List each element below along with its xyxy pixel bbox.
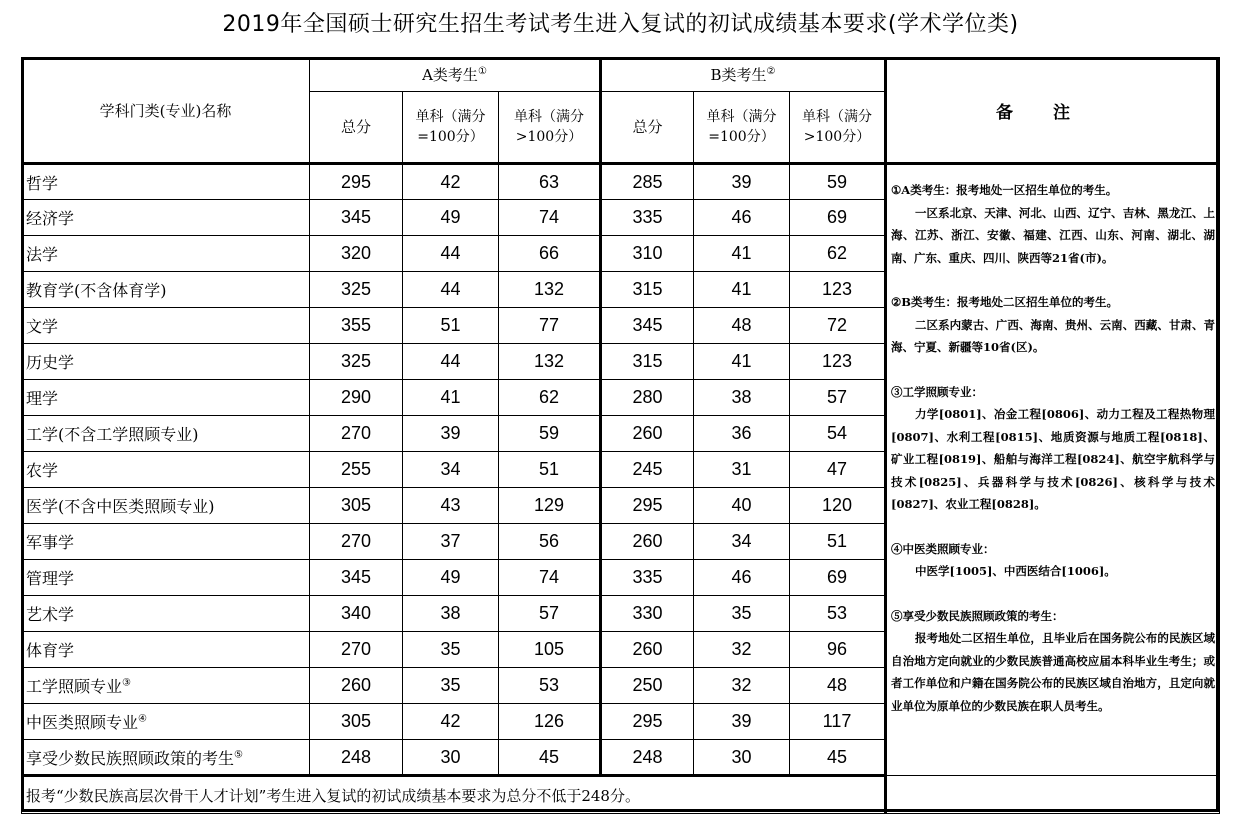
score-cell-b-total: 315 — [601, 344, 694, 380]
subject-name: 管理学 — [26, 569, 75, 588]
subject-name: 医学(不含中医类照顾专业) — [26, 497, 215, 516]
remarks-header: 备注 — [886, 58, 1220, 164]
subject-name: 享受少数民族照顾政策的考生 — [26, 748, 235, 768]
score-cell-b-total: 345 — [601, 308, 694, 344]
score-cell-a-s1: 44 — [403, 344, 499, 380]
score-cell-b-s1: 41 — [694, 236, 790, 272]
a-total-header: 总分 — [310, 92, 403, 164]
score-cell-b-total: 260 — [601, 416, 694, 452]
score-cell-a-s1: 35 — [403, 632, 499, 668]
score-cell-a-s2: 63 — [499, 164, 601, 200]
score-cell-a-total: 295 — [310, 164, 403, 200]
score-cell-a-s1: 37 — [403, 524, 499, 560]
score-cell-b-total: 335 — [601, 200, 694, 236]
score-cell-b-s2: 59 — [790, 164, 886, 200]
score-cell-b-total: 335 — [601, 560, 694, 596]
score-cell-a-s1: 39 — [403, 416, 499, 452]
score-cell-a-total: 248 — [310, 740, 403, 776]
score-cell-a-s1: 49 — [403, 200, 499, 236]
score-cell-a-s2: 56 — [499, 524, 601, 560]
score-cell-a-total: 270 — [310, 524, 403, 560]
score-cell-b-s1: 34 — [694, 524, 790, 560]
score-cell-a-s2: 77 — [499, 308, 601, 344]
score-cell-b-s1: 41 — [694, 272, 790, 308]
score-cell-a-s1: 43 — [403, 488, 499, 524]
score-cell-a-total: 355 — [310, 308, 403, 344]
score-cell-a-total: 305 — [310, 488, 403, 524]
group-b-footnote-mark: ② — [766, 66, 776, 77]
a-single-100-line1: 单科（满分 — [415, 109, 486, 125]
remark-body: 一区系北京、天津、河北、山西、辽宁、吉林、黑龙江、上海、江苏、浙江、安徽、福建、江西、山东、河南、湖北、湖南、广东、重庆、四川、陕西等21省(市)。 — [891, 205, 1215, 265]
score-cell-a-total: 320 — [310, 236, 403, 272]
score-cell-a-s2: 129 — [499, 488, 601, 524]
score-cell-a-total: 305 — [310, 704, 403, 740]
score-cell-a-s1: 44 — [403, 236, 499, 272]
subject-name: 中医类照顾专业 — [26, 713, 139, 732]
score-cell-b-total: 260 — [601, 632, 694, 668]
subject-footnote-mark: ④ — [138, 713, 147, 725]
subject-name: 艺术学 — [26, 605, 75, 624]
score-cell-b-s2: 57 — [790, 380, 886, 416]
table-frame — [21, 57, 1219, 812]
remark-body: 力学[0801]、冶金工程[0806]、动力工程及工程热物理[0807]、水利工程[0815]、地质资源与地质工程[0818]、矿业工程[0819]、船舶与海洋工程[0824]、航空宇航科学与技术[0825]、兵器科学与技术[0826]、核科学与技术[0827]、农业工程[0828]。 — [891, 407, 1215, 511]
subject-name: 理学 — [26, 389, 59, 408]
subject-name: 工学(不含工学照顾专业) — [26, 425, 199, 444]
remark-heading: ④中医类照顾专业： — [891, 541, 995, 556]
score-cell-a-s1: 34 — [403, 452, 499, 488]
score-cell-b-s1: 40 — [694, 488, 790, 524]
score-cell-a-s1: 44 — [403, 272, 499, 308]
score-cell-a-s2: 74 — [499, 560, 601, 596]
score-cell-a-s2: 62 — [499, 380, 601, 416]
score-cell-a-total: 255 — [310, 452, 403, 488]
remark-body: 报考地处二区招生单位，且毕业后在国务院公布的民族区域自治地方定向就业的少数民族普通高校应届本科毕业生考生；或者工作单位和户籍在国务院公布的民族区域自治地方，且定向就业单位为原单位的少数民族在职人员考生。 — [891, 631, 1215, 713]
score-cell-b-s2: 117 — [790, 704, 886, 740]
remark-body: 中医学[1005]、中西医结合[1006]。 — [915, 564, 1116, 578]
score-cell-a-s1: 35 — [403, 668, 499, 704]
score-cell-b-s1: 32 — [694, 632, 790, 668]
score-cell-a-s2: 53 — [499, 668, 601, 704]
score-cell-b-total: 250 — [601, 668, 694, 704]
score-cell-b-s2: 69 — [790, 200, 886, 236]
score-cell-a-total: 325 — [310, 344, 403, 380]
score-cell-a-total: 260 — [310, 668, 403, 704]
score-cell-a-s1: 42 — [403, 704, 499, 740]
score-cell-b-s2: 72 — [790, 308, 886, 344]
b-single-over100-line1: 单科（满分 — [802, 109, 872, 125]
subject-name: 工学照顾专业 — [26, 677, 123, 696]
score-cell-a-total: 290 — [310, 380, 403, 416]
score-cell-b-total: 295 — [601, 488, 694, 524]
score-cell-b-s2: 123 — [790, 272, 886, 308]
score-cell-b-s1: 46 — [694, 560, 790, 596]
score-cell-b-s2: 45 — [790, 740, 886, 776]
score-cell-b-total: 295 — [601, 704, 694, 740]
score-cell-a-total: 345 — [310, 560, 403, 596]
score-cell-b-s1: 41 — [694, 344, 790, 380]
b-single-over100-line2: >100分） — [803, 129, 871, 145]
score-cell-a-s1: 38 — [403, 596, 499, 632]
page-title: 2019年全国硕士研究生招生考试考生进入复试的初试成绩基本要求(学术学位类) — [222, 12, 1019, 37]
score-cell-a-s2: 57 — [499, 596, 601, 632]
group-b-label: B类考生 — [710, 66, 767, 84]
remark-body: 二区系内蒙古、广西、海南、贵州、云南、西藏、甘肃、青海、宁夏、新疆等10省(区)。 — [891, 317, 1215, 354]
score-cell-a-total: 270 — [310, 416, 403, 452]
score-cell-b-total: 330 — [601, 596, 694, 632]
score-cell-b-s1: 30 — [694, 740, 790, 776]
score-cell-b-s2: 51 — [790, 524, 886, 560]
score-cell-b-total: 315 — [601, 272, 694, 308]
remark-heading: ⑤享受少数民族照顾政策的考生： — [891, 608, 1064, 623]
score-cell-a-s2: 126 — [499, 704, 601, 740]
subject-name: 体育学 — [26, 641, 75, 660]
score-cell-a-s2: 105 — [499, 632, 601, 668]
score-cell-a-s2: 132 — [499, 344, 601, 380]
score-cell-b-s1: 35 — [694, 596, 790, 632]
group-a-label: A类考生 — [422, 66, 478, 84]
score-cell-a-s2: 66 — [499, 236, 601, 272]
score-cell-a-s2: 45 — [499, 740, 601, 776]
subject-name: 文学 — [26, 317, 59, 336]
score-cell-a-total: 325 — [310, 272, 403, 308]
score-cell-b-s1: 46 — [694, 200, 790, 236]
score-cell-b-s2: 123 — [790, 344, 886, 380]
score-cell-b-total: 245 — [601, 452, 694, 488]
score-cell-b-s2: 69 — [790, 560, 886, 596]
score-cell-b-s2: 47 — [790, 452, 886, 488]
score-cell-b-s1: 48 — [694, 308, 790, 344]
subject-name: 农学 — [26, 461, 59, 480]
score-cell-a-s1: 41 — [403, 380, 499, 416]
score-cell-b-total: 260 — [601, 524, 694, 560]
score-cell-a-total: 340 — [310, 596, 403, 632]
remark-heading: ③工学照顾专业： — [891, 384, 983, 399]
score-cell-a-s2: 59 — [499, 416, 601, 452]
footnote-text: 报考“少数民族高层次骨干人才计划”考生进入复试的初试成绩基本要求为总分不低于248分。 — [22, 776, 886, 814]
score-cell-b-s1: 39 — [694, 164, 790, 200]
score-cell-b-total: 310 — [601, 236, 694, 272]
group-a-footnote-mark: ① — [477, 66, 487, 77]
score-cell-b-s1: 31 — [694, 452, 790, 488]
b-total-header: 总分 — [601, 92, 694, 164]
score-cell-a-s2: 132 — [499, 272, 601, 308]
score-cell-a-total: 270 — [310, 632, 403, 668]
a-single-100-line2: =100分） — [417, 129, 484, 145]
a-single-over100-line2: >100分） — [515, 129, 583, 145]
score-cell-b-s2: 96 — [790, 632, 886, 668]
subject-name: 军事学 — [26, 533, 75, 552]
score-cell-b-s2: 54 — [790, 416, 886, 452]
score-cell-b-s1: 36 — [694, 416, 790, 452]
subject-name: 历史学 — [26, 353, 75, 372]
subject-name: 经济学 — [26, 209, 75, 228]
score-cell-a-total: 345 — [310, 200, 403, 236]
score-cell-b-total: 248 — [601, 740, 694, 776]
remark-heading: ①A类考生：报考地处一区招生单位的考生。 — [891, 183, 1118, 197]
score-cell-a-s1: 30 — [403, 740, 499, 776]
score-cell-b-s1: 38 — [694, 380, 790, 416]
score-cell-b-s2: 48 — [790, 668, 886, 704]
score-cell-a-s1: 49 — [403, 560, 499, 596]
subject-name: 哲学 — [26, 173, 59, 193]
score-cell-b-total: 285 — [601, 164, 694, 200]
score-cell-b-s2: 53 — [790, 596, 886, 632]
score-cell-a-s2: 51 — [499, 452, 601, 488]
subject-footnote-mark: ③ — [122, 677, 131, 689]
remark-heading: ②B类考生：报考地处二区招生单位的考生。 — [891, 295, 1119, 309]
subject-name-header: 学科门类(专业)名称 — [22, 58, 310, 164]
score-cell-b-s2: 62 — [790, 236, 886, 272]
subject-footnote-mark: ⑤ — [234, 749, 243, 761]
subject-name: 教育学(不含体育学) — [26, 281, 167, 300]
subject-name: 法学 — [26, 245, 59, 264]
score-cell-b-s2: 120 — [790, 488, 886, 524]
score-cell-a-s1: 42 — [403, 164, 499, 200]
score-cell-b-total: 280 — [601, 380, 694, 416]
score-cell-b-s1: 39 — [694, 704, 790, 740]
score-cell-a-s2: 74 — [499, 200, 601, 236]
a-single-over100-line1: 单科（满分 — [514, 109, 584, 125]
score-cell-a-s1: 51 — [403, 308, 499, 344]
b-single-100-line2: =100分） — [708, 129, 775, 145]
b-single-100-line1: 单科（满分 — [706, 109, 777, 125]
score-cell-b-s1: 32 — [694, 668, 790, 704]
